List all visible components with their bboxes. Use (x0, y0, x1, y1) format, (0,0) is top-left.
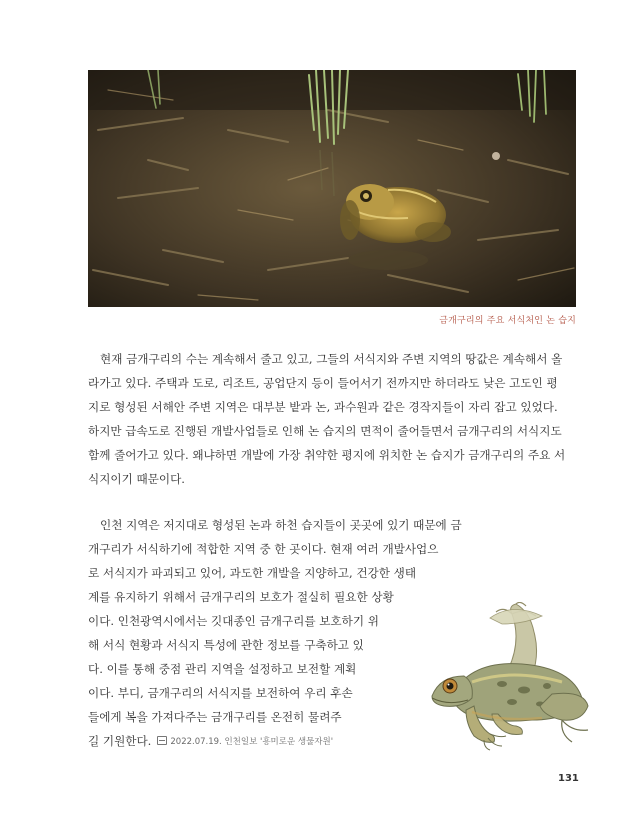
paragraph-line: 길 기원한다. (88, 734, 152, 748)
paragraph-1 (88, 347, 578, 491)
paragraph-line: 식지이기 때문이다. (88, 472, 185, 486)
paragraph-line: 계를 유지하기 위해서 금개구리의 보호가 절실히 필요한 상황 (88, 590, 394, 604)
golden-frog-illustration (412, 602, 592, 752)
paragraph-line: 지로 형성된 서해안 주변 지역은 대부분 밭과 논, 과수원과 같은 경작지들이 자리 잡고 있었다. (88, 400, 558, 414)
paragraph-line: 하지만 급속도로 진행된 개발사업들로 인해 논 습지의 면적이 줄어들면서 금개구리의 서식지도 (88, 424, 562, 438)
frog-habitat-photo (88, 70, 576, 307)
paragraph-line: 다. 이를 통해 중점 관리 지역을 설정하고 보전할 계획 (88, 662, 357, 676)
paragraph-line: 해 서식 현황과 서식지 특성에 관한 정보를 구축하고 있 (88, 638, 364, 652)
paragraph-line: 개구리가 서식하기에 적합한 지역 중 한 곳이다. 현재 여러 개발사업으 (88, 542, 439, 556)
paragraph-line: 이다. 인천광역시에서는 깃대종인 금개구리를 보호하기 위 (88, 614, 379, 628)
paragraph-line: 현재 금개구리의 수는 계속해서 줄고 있고, 그들의 서식지와 주변 지역의 땅값은 계속해서 올 (100, 352, 563, 366)
source-citation (157, 737, 333, 747)
paragraph-line: 라가고 있다. 주택과 도로, 리조트, 공업단지 등이 들어서기 전까지만 하더라도 낮은 고도인 평 (88, 376, 558, 390)
page-number: 131 (558, 773, 579, 784)
paragraph-line: 함께 줄어가고 있다. 왜냐하면 개발에 가장 취약한 평지에 위치한 논 습지가 금개구리의 주요 서 (88, 448, 566, 462)
source-text: 2022.07.19. 인천일보 '흥미로운 생물자원' (170, 737, 334, 747)
frog-drawing (412, 602, 592, 752)
paragraph-line: 이다. 부디, 금개구리의 서식지를 보전하여 우리 후손 (88, 686, 353, 700)
paragraph-line: 인천 지역은 저지대로 형성된 논과 하천 습지들이 곳곳에 있기 때문에 금 (100, 518, 462, 532)
paddy-wetland-image (88, 70, 576, 307)
photo-caption: 금개구리의 주요 서식처인 논 습지 (439, 316, 576, 326)
paragraph-line: 로 서식지가 파괴되고 있어, 과도한 개발을 지양하고, 건강한 생태 (88, 566, 417, 580)
newspaper-icon (157, 736, 167, 745)
paragraph-line: 들에게 복을 가져다주는 금개구리를 온전히 물려주 (88, 710, 342, 724)
